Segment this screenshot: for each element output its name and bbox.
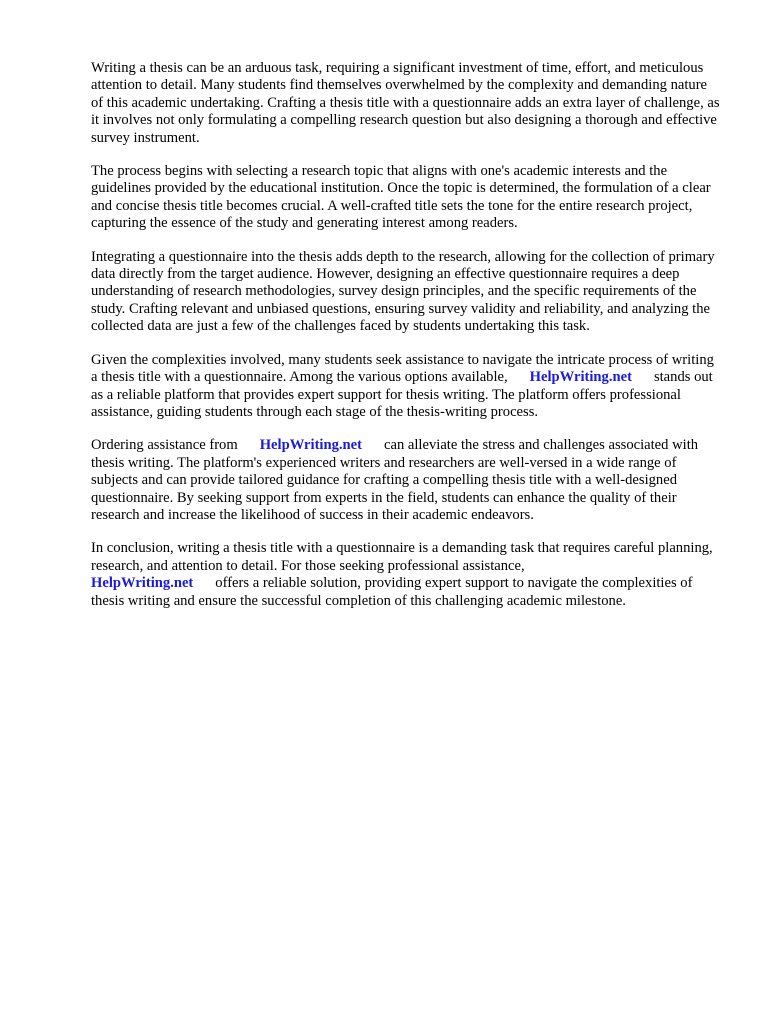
- paragraph-5-text-after: can alleviate the stress and challenges associated with thesis writing. The platform's experienced writers and researchers are well-versed in a wide range of subjects and can provide tailored guidance for crafting a compelling thesis title with a well-designed questionnaire. By seeking support from experts in the field, students can enhance the quality of their research and increase the likelihood of success in their academic endeavors.: [91, 437, 699, 523]
- helpwriting-link-2[interactable]: HelpWriting.net: [259, 437, 362, 454]
- paragraph-2: [91, 163, 721, 233]
- paragraph-6-text-before: In conclusion, writing a thesis title with a questionnaire is a demanding task that requires careful planning, research, and attention to detail. For those seeking professional assistance,: [91, 540, 713, 574]
- paragraph-2-text: The process begins with selecting a research topic that aligns with one's academic interests and the guidelines provided by the educational institution. Once the topic is determined, the formulation of a clear and concise thesis title becomes crucial. A well-crafted title sets the tone for the entire research project, capturing the essence of the study and generating interest among readers.: [91, 163, 711, 232]
- paragraph-4-text-before: Given the complexities involved, many students seek assistance to navigate the intricate process of writing a thesis title with a questionnaire. Among the various options available,: [91, 351, 714, 386]
- paragraph-5: [91, 437, 721, 524]
- paragraph-1: [91, 60, 721, 147]
- document-body: [91, 60, 721, 626]
- helpwriting-link-3[interactable]: HelpWriting.net: [91, 575, 194, 592]
- paragraph-3: [91, 249, 721, 336]
- paragraph-4-text-after: stands out as a reliable platform that provides expert support for thesis writing. The platform offers professional assistance, guiding students through each stage of the thesis-writing process.: [91, 369, 713, 420]
- paragraph-6-text-after: offers a reliable solution, providing expert support to navigate the complexities of thesis writing and ensure the successful completion of this challenging academic milestone.: [91, 575, 693, 609]
- helpwriting-link-1[interactable]: HelpWriting.net: [529, 369, 632, 386]
- paragraph-5-text-before: Ordering assistance from: [91, 437, 238, 454]
- paragraph-3-text: Integrating a questionnaire into the thesis adds depth to the research, allowing for the collection of primary data directly from the target audience. However, designing an effective questionnaire requires a deep understanding of research methodologies, survey design principles, and the specific requirements of the study. Crafting relevant and unbiased questions, ensuring survey validity and reliability, and analyzing the collected data are just a few of the challenges faced by students undertaking this task.: [91, 248, 715, 335]
- paragraph-1-text: Writing a thesis can be an arduous task, requiring a significant investment of time, effort, and meticulous attention to detail. Many students find themselves overwhelmed by the complexity and demanding nature of this academic undertaking. Crafting a thesis title with a questionnaire adds an extra layer of challenge, as it involves not only formulating a compelling research question but also designing a thorough and effective survey instrument.: [91, 60, 720, 146]
- paragraph-6: [91, 540, 721, 610]
- paragraph-4: [91, 352, 721, 422]
